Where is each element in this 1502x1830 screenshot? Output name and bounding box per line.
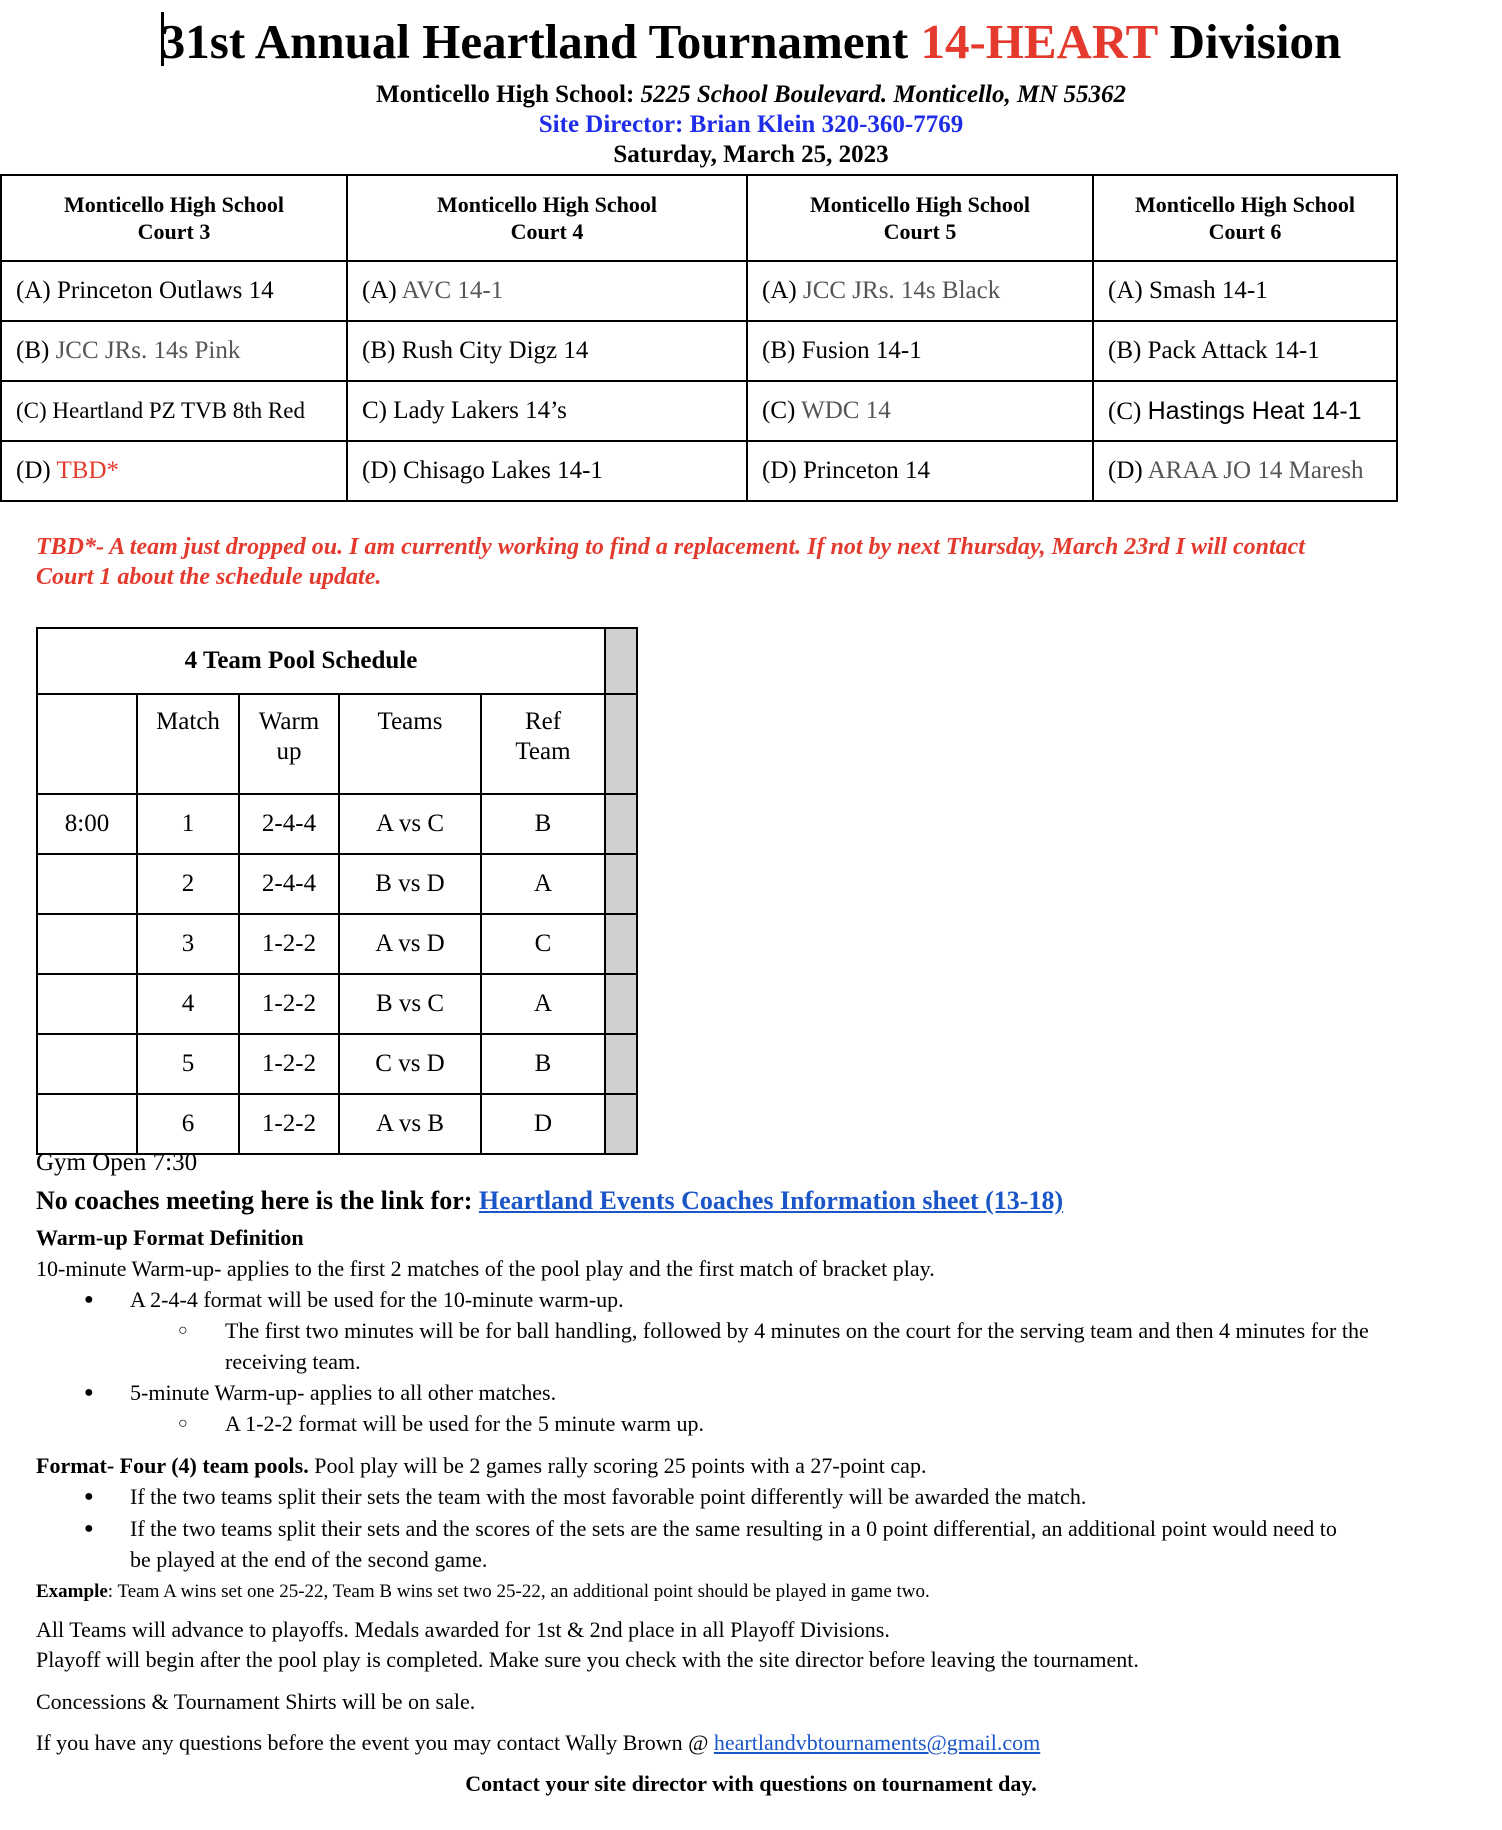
pool-row xyxy=(37,854,637,914)
warmup-cell: 1-2-2 xyxy=(239,1034,339,1094)
circle-bullet-icon: ○ xyxy=(178,1322,188,1339)
shaded-cell xyxy=(605,854,637,914)
pool-title: 4 Team Pool Schedule xyxy=(37,628,605,694)
bullet-icon: ● xyxy=(84,1384,94,1401)
shaded-cell xyxy=(605,974,637,1034)
teams-cell: A vs B xyxy=(339,1094,481,1154)
ref-cell: B xyxy=(481,794,605,854)
team-cell: (C) Hastings Heat 14-1 xyxy=(1093,381,1397,441)
team-cell: (B) Fusion 14-1 xyxy=(747,321,1093,381)
warmup-heading: Warm-up Format Definition xyxy=(36,1225,304,1250)
format-bullet-1: If the two teams split their sets the team with the most favorable point differently will be awarded the match. xyxy=(130,1484,1087,1509)
team-cell: (A) Smash 14-1 xyxy=(1093,261,1397,321)
warmup-bullet-2: 5-minute Warm-up- applies to all other matches. xyxy=(130,1380,557,1405)
match-cell: 2 xyxy=(137,854,239,914)
pool-row xyxy=(37,974,637,1034)
teams-cell: A vs C xyxy=(339,794,481,854)
warmup-cell: 1-2-2 xyxy=(239,1094,339,1154)
ref-cell: D xyxy=(481,1094,605,1154)
circle-bullet-icon: ○ xyxy=(178,1415,188,1432)
ref-cell: A xyxy=(481,974,605,1034)
pool-schedule-table xyxy=(36,627,638,1155)
teams-header: Teams xyxy=(339,694,481,794)
warmup-bullet-1-sub-1: The first two minutes will be for ball handling, followed by 4 minutes on the court for the serving team and then 4 minutes for the xyxy=(225,1318,1369,1343)
format-line: Format- Four (4) team pools. Pool play will be 2 games rally scoring 25 points with a 27-point cap. xyxy=(36,1453,927,1478)
team-cell: (D) ARAA JO 14 Maresh xyxy=(1093,441,1397,501)
team-cell: (A) AVC 14-1 xyxy=(347,261,747,321)
teams-cell: B vs D xyxy=(339,854,481,914)
team-cell: (D) Princeton 14 xyxy=(747,441,1093,501)
time-cell xyxy=(37,974,137,1034)
bullet-icon: ● xyxy=(84,1488,94,1505)
warmup-cell: 2-4-4 xyxy=(239,854,339,914)
match-cell: 1 xyxy=(137,794,239,854)
time-header xyxy=(37,694,137,794)
warmup-bullet-1-sub-2: receiving team. xyxy=(225,1349,361,1374)
courts-row-d xyxy=(1,441,1397,501)
title-prefix: 31st Annual Heartland Tournament xyxy=(160,14,921,69)
team-cell: (D) TBD* xyxy=(1,441,347,501)
advance-text: All Teams will advance to playoffs. Medals awarded for 1st & 2nd place in all Playoff Divisions. xyxy=(36,1617,890,1642)
format-bullet-2-line-1: If the two teams split their sets and the scores of the sets are the same resulting in a 0 point differential, an additional point would need to xyxy=(130,1516,1337,1541)
format-bullet-2-line-2: be played at the end of the second game. xyxy=(130,1547,488,1572)
pool-header-row xyxy=(37,694,637,794)
team-cell: (D) Chisago Lakes 14-1 xyxy=(347,441,747,501)
team-cell: (B) Pack Attack 14-1 xyxy=(1093,321,1397,381)
venue-line xyxy=(0,80,1502,110)
coaches-line: No coaches meeting here is the link for: Heartland Events Coaches Information sheet (13-18) xyxy=(36,1186,1064,1215)
team-cell: C) Lady Lakers 14’s xyxy=(347,381,747,441)
gym-open: Gym Open 7:30 xyxy=(36,1149,198,1176)
warmup-header: Warm up xyxy=(239,694,339,794)
team-cell: (C) Heartland PZ TVB 8th Red xyxy=(1,381,347,441)
ref-cell: B xyxy=(481,1034,605,1094)
court-header: Monticello High School Court 5 xyxy=(747,175,1093,261)
bullet-icon: ● xyxy=(84,1520,94,1537)
ref-cell: A xyxy=(481,854,605,914)
courts-row-c xyxy=(1,381,1397,441)
shaded-cell xyxy=(605,1034,637,1094)
time-cell xyxy=(37,854,137,914)
coaches-info-link[interactable]: Heartland Events Coaches Information sheet (13-18) xyxy=(478,1186,1064,1215)
courts-header-row xyxy=(1,175,1397,261)
tbd-note: TBD*- A team just dropped ou. I am currently working to find a replacement. If not by next Thursday, March 23rd I will contact Court 1 about the schedule update. xyxy=(36,534,1305,590)
pool-row xyxy=(37,914,637,974)
court-header: Monticello High School Court 3 xyxy=(1,175,347,261)
shaded-cell xyxy=(605,794,637,854)
title-division: 14-HEART xyxy=(920,14,1158,69)
courts-table xyxy=(0,174,1398,502)
court-header: Monticello High School Court 6 xyxy=(1093,175,1397,261)
courts-row-a xyxy=(1,261,1397,321)
warmup-bullet-2-sub: A 1-2-2 format will be used for the 5 minute warm up. xyxy=(225,1411,705,1436)
pool-row xyxy=(37,1034,637,1094)
shaded-cell xyxy=(605,694,637,794)
time-cell xyxy=(37,1034,137,1094)
match-cell: 4 xyxy=(137,974,239,1034)
warmup-intro: 10-minute Warm-up- applies to the first 2 matches of the pool play and the first match of bracket play. xyxy=(36,1256,935,1281)
site-director: Site Director: Brian Klein 320-360-7769 xyxy=(538,111,964,138)
venue-address: 5225 School Boulevard. Monticello, MN 55362 xyxy=(640,81,1126,108)
pool-row xyxy=(37,1094,637,1154)
title-suffix: Division xyxy=(1157,14,1342,69)
team-cell: (A) JCC JRs. 14s Black xyxy=(747,261,1093,321)
court-header: Monticello High School Court 4 xyxy=(347,175,747,261)
teams-cell: B vs C xyxy=(339,974,481,1034)
warmup-cell: 1-2-2 xyxy=(239,974,339,1034)
venue-label: Monticello High School: xyxy=(375,81,641,108)
warmup-cell: 1-2-2 xyxy=(239,914,339,974)
teams-cell: A vs D xyxy=(339,914,481,974)
team-cell: (A) Princeton Outlaws 14 xyxy=(1,261,347,321)
pool-title-row xyxy=(37,628,637,694)
playoff-text: Playoff will begin after the pool play is completed. Make sure you check with the site director before leaving the tournament. xyxy=(36,1647,1139,1672)
ref-cell: C xyxy=(481,914,605,974)
team-cell: (B) Rush City Digz 14 xyxy=(347,321,747,381)
page-title xyxy=(0,12,1502,72)
example-line: Example: Team A wins set one 25-22, Team B wins set two 25-22, an additional point should be played in game two. xyxy=(36,1581,930,1602)
match-cell: 5 xyxy=(137,1034,239,1094)
shaded-cell xyxy=(605,628,637,694)
match-header: Match xyxy=(137,694,239,794)
time-cell xyxy=(37,914,137,974)
warmup-cell: 2-4-4 xyxy=(239,794,339,854)
team-cell: (C) WDC 14 xyxy=(747,381,1093,441)
ref-header: Ref Team xyxy=(481,694,605,794)
contact-email-link[interactable]: heartlandvbtournaments@gmail.com xyxy=(713,1730,1041,1755)
warmup-bullet-1: A 2-4-4 format will be used for the 10-minute warm-up. xyxy=(130,1287,624,1312)
questions-line: If you have any questions before the event you may contact Wally Brown @ heartlandvbtournaments@gmail.com xyxy=(36,1730,1041,1755)
match-cell: 6 xyxy=(137,1094,239,1154)
concessions-text: Concessions & Tournament Shirts will be on sale. xyxy=(36,1689,476,1714)
time-cell: 8:00 xyxy=(37,794,137,854)
shaded-cell xyxy=(605,1094,637,1154)
teams-cell: C vs D xyxy=(339,1034,481,1094)
bullet-icon: ● xyxy=(84,1291,94,1308)
courts-row-b xyxy=(1,321,1397,381)
shaded-cell xyxy=(605,914,637,974)
pool-row xyxy=(37,794,637,854)
team-cell: (B) JCC JRs. 14s Pink xyxy=(1,321,347,381)
time-cell xyxy=(37,1094,137,1154)
match-cell: 3 xyxy=(137,914,239,974)
footer-note: Contact your site director with questions on tournament day. xyxy=(465,1771,1037,1796)
event-date: Saturday, March 25, 2023 xyxy=(613,141,889,168)
